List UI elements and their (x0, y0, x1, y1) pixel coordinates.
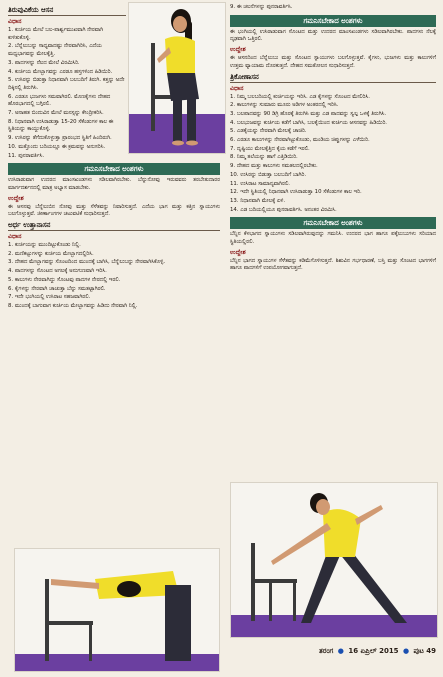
step-item: 1. ಕುರ್ಚಿಯನ್ನು ಮುಂದಿಟ್ಟುಕೊಂಡು ನಿಲ್ಲಿ. (8, 242, 81, 249)
step-item: 3. ಪಾದಗಳನ್ನು ನೆಲದ ಮೇಲೆ ವಿರಮಿಸಿರಿ. (8, 59, 80, 66)
caution-heading: ಗಮನಿಸಬೇಕಾದ ಅಂಶಗಳು (230, 15, 436, 27)
section-title: ಅರ್ಧ ಉತ್ತಾನಾಸನ (8, 221, 220, 231)
step-item: 13. ನಿಧಾನವಾಗಿ ಮೇಲಕ್ಕೆ ಏಳಿ. (230, 197, 286, 204)
step-item: 10. ಉಸಿರನ್ನು ಬಿಡುತ್ತಾ ಬಲಬದಿಗೆ ಬಾಗಿರಿ. (230, 171, 307, 178)
page-footer (230, 640, 436, 662)
half-forward-bend-photo (14, 548, 220, 672)
method-steps (230, 94, 436, 215)
step-item: 5. ಉಸಿರನ್ನು ಬಿಡುತ್ತಾ ನಿಧಾನವಾಗಿ ಬಲಬದಿಗೆ ತಿರುಗಿ. ಕತ್ತನ್ನು ಅದೇ ದಿಕ್ಕಿನಲ್ಲಿ ತಿರುಗಿಸಿ. (8, 77, 125, 91)
method-steps (8, 242, 220, 311)
section-title: ತ್ರಿಕೋಣಾಸನ (230, 73, 436, 83)
step-item: 8. ನಿಮ್ಮ ತಲೆಯನ್ನು ಹಾಗೆ ಎತ್ತಿಡಿಯಿರಿ. (230, 154, 298, 161)
step-item: 11. ಉಸಿರಾಟ ಸಾಮಾನ್ಯವಾಗಿರಲಿ. (230, 180, 290, 187)
purpose-heading: ಉದ್ದೇಶ (230, 248, 246, 256)
triangle-pose-figure (231, 483, 437, 637)
step-item: 3. ಬಲಪಾದವನ್ನು 90 ಡಿಗ್ರಿ ಹೊರಕ್ಕೆ ತಿರುಗಿಸಿ ಮತ್ತು ಎಡ ಪಾದವನ್ನು ಸ್ವಲ್ಪ ಒಳಕ್ಕೆ ತಿರುಗಿಸಿ. (230, 110, 387, 117)
step-item: 4. ಪಾದಗಳನ್ನು ಸೊಂಟದ ಅಗಲಕ್ಕೆ ಅನುಗುಣವಾಗಿ ಇರಿಸಿ. (8, 268, 107, 275)
method-heading: ವಿಧಾನ (8, 233, 22, 241)
caution-text: ಬೆನ್ನಿನ ಕೆಳಭಾಗದ ಸ್ನಾಯುಗಳು ಸಡಿಲವಾಗಿರುವುದನ್ನು ಗಮನಿಸಿ. ಉದರದ ಭಾಗ ಹಾಗೂ ಪಕ್ಕೆಲುಬುಗಳು ಸರಿಯಾದ ಸ್ಥಿತಿಯಲ್ಲಿರಲಿ. (230, 231, 436, 246)
step-item: 5. ಎಡಕೈಯನ್ನು ನೇರವಾಗಿ ಮೇಲಕ್ಕೆ ಚಾಚಿರಿ. (230, 128, 307, 135)
step-item: 14. ಎಡ ಬದಿಯಲ್ಲಿಯೂ ಪುನರಾವರ್ತಿಸಿ. ಅನಂತರ ವಿರಮಿಸಿ. (230, 206, 337, 213)
purpose-text: ಈ ಆಸನವು ಬೆನ್ನೆಲುಬಿನ ನೋವು ಮತ್ತು ಸೆಳೆತವನ್ನು ನಿವಾರಿಸುತ್ತದೆ. ಎದೆಯ ಭಾಗ ಮತ್ತು ಕತ್ತಿನ ಸ್ನಾಯುಗಳು ಬಲಗೊಳ್ಳುತ್ತವೆ. ಜೀರ್ಣಾಂಗಗಳ ಚಟುವಟಿಕೆ ಸುಧಾರಿಸುತ್ತದೆ. (8, 203, 220, 218)
step-item: 9. ಈ ಚಲನೆಗಳನ್ನು ಪುನರಾವರ್ತಿಸಿ. (230, 4, 293, 10)
caution-text: ಉಸಿರಾಡುವಾಗ ಉದರದ ಮಾಂಸಖಂಡಗಳು ಸಡಿಲವಾಗಿರಬೇಕು. ಬೆನ್ನುನೋವು ಇರುವವರು ತರಬೇತುದಾರರ ಮಾರ್ಗದರ್ಶನದಲ್ಲಿ ಮಾತ್ರ ಅಭ್ಯಾಸ ಮಾಡಬೇಕು. (8, 177, 220, 191)
step-item: 6. ಕೈಗಳನ್ನು ನೇರವಾಗಿ ಚಾಚುತ್ತಾ ಬೆನ್ನು ಸಮತಟ್ಟಾಗಿರಲಿ. (8, 285, 106, 292)
step-item: 9. ದೇಹದ ಮತ್ತು ಕಾಲುಗಳು ಸಮತಲದಲ್ಲಿರಬೇಕು. (230, 163, 318, 170)
step-item: 7. ಅನಾಹತ ಬಿಂದುವಿನ ಮೇಲೆ ಮನಸ್ಸನ್ನು ಕೇಂದ್ರೀಕರಿಸಿ. (8, 110, 104, 117)
step-item: 9. ಉಸಿರನ್ನು ತೆಗೆದುಕೊಳ್ಳುತ್ತಾ ಪ್ರಾರಂಭದ ಸ್ಥಿತಿಗೆ ಹಿಂದಿರುಗಿ. (8, 135, 112, 142)
step-item: 8. ಮುಂದಕ್ಕೆ ಬಾಗುವಾಗ ಕುರ್ಚಿಯ ಮೇಲ್ಭಾಗವನ್ನು ಹಿಡಿದು ನೇರವಾಗಿ ನಿಲ್ಲಿ. (8, 302, 138, 309)
step-item: 4. ಕುರ್ಚಿಯ ಮೇಲ್ಭಾಗವನ್ನು ಎರಡೂ ಹಸ್ತಗಳಿಂದ ಹಿಡಿಯಿರಿ. (8, 68, 113, 75)
separator-bullet: ● (337, 647, 344, 655)
purpose-heading: ಉದ್ದೇಶ (8, 194, 24, 202)
step-item: 2. ಮಣಿಕಟ್ಟುಗಳನ್ನು ಕುರ್ಚಿಯ ಮೇಲ್ಭಾಗದಲ್ಲಿರಿಸಿ. (8, 250, 94, 257)
step-item: 5. ಕಾಲುಗಳು ನೇರವಾಗಿದ್ದು ಸೊಂಟವು ಪಾದಗಳ ನೇರದಲ್ಲಿ ಇರಲಿ. (8, 276, 121, 283)
seated-twist-figure (129, 3, 225, 153)
step-item: 7. ದೃಷ್ಟಿಯು ಮೇಲಕ್ಕೆತ್ತಿದ ಕೈಯ ಕಡೆಗೆ ಇರಲಿ. (230, 145, 310, 152)
issue-date: 16 ಏಪ್ರಿಲ್ 2015 (348, 647, 399, 655)
caution-heading: ಗಮನಿಸಬೇಕಾದ ಅಂಶಗಳು (8, 163, 220, 175)
method-heading: ವಿಧಾನ (230, 84, 244, 92)
purpose-text: ಬೆನ್ನಿನ ಭಾಗದ ಸ್ನಾಯುಗಳ ಸೆಳೆತವನ್ನು ಕಡಿಮೆಗೊಳಿಸುತ್ತದೆ. ಶಿಶುವಿನ ಗರ್ಭಧಾರಣೆ, ಬಸ್ತಿ ಮತ್ತು ಸೊಂಟದ ಭಾಗಗಳಿಗೆ ಹಾಗೂ ಪಾದಗಳಿಗೆ ಉಪಯೋಗವಾಗುತ್ತದೆ. (230, 257, 436, 272)
method-heading: ವಿಧಾನ (8, 18, 22, 25)
step-item: 12. ಇದೇ ಸ್ಥಿತಿಯಲ್ಲಿ ನಿಧಾನವಾಗಿ ಉಸಿರಾಡುತ್ತಾ 10 ಸೆಕೆಂಡುಗಳ ಕಾಲ ಇರಿ. (230, 189, 362, 196)
step-item: 1. ನಿಮ್ಮ ಬಲಬದಿಯಲ್ಲಿ ಕುರ್ಚಿಯನ್ನು ಇರಿಸಿ. ಎಡ ಕೈಗಳನ್ನು ಸೊಂಟದ ಮೇಲಿರಿಸಿ. (230, 93, 370, 100)
step-item: 6. ಎರಡೂ ಕಾಲುಗಳನ್ನು ನೇರವಾಗಿಟ್ಟುಕೊಂಡು, ಮಂಡಿಯ ಚಿಪ್ಪುಗಳನ್ನು ಎಳೆಯಿರಿ. (230, 137, 370, 144)
step-item: 8. ನಿಧಾನವಾಗಿ ಉಸಿರಾಡುತ್ತಾ 15-20 ಸೆಕೆಂಡುಗಳ ಕಾಲ ಈ ಸ್ಥಿತಿಯನ್ನು ಕಾಯ್ದುಕೊಳ್ಳಿ. (8, 118, 114, 133)
step-item: 3. ದೇಹದ ಮೇಲ್ಭಾಗವನ್ನು ಸೊಂಟದಿಂದ ಮುಂದಕ್ಕೆ ಬಾಗಿಸಿ, ಬೆನ್ನೆಲುಬನ್ನು ನೇರವಾಗಿಸಿಕೊಳ್ಳಿ. (8, 259, 166, 266)
publication-name: ತರಂಗ (319, 647, 334, 655)
step-item: 2. ಬೆನ್ನೆಲುಬನ್ನು ಸಾಧ್ಯವಾದಷ್ಟು ನೇರವಾಗಿರಿಸಿ, ಎದೆಯ ಮಧ್ಯಭಾಗವನ್ನು ಮೇಲಕ್ಕೆತ್ತಿ. (8, 43, 102, 58)
step-item: 4. ಬಲಭುಜವನ್ನು ಕುರ್ಚಿಯ ಕಡೆಗೆ ಬಾಗಿಸಿ, ಬಲಕೈಯಿಂದ ಕುರ್ಚಿಯ ಆಸನವನ್ನು ಹಿಡಿಯಿರಿ. (230, 119, 388, 126)
step-item: 2. ಕಾಲುಗಳನ್ನು ಸುಮಾರು ಮೂರು ಅಡಿಗಳ ಅಂತರದಲ್ಲಿ ಇರಿಸಿ. (230, 102, 339, 109)
purpose-text: ಈ ಆಸನದಿಂದ ಬೆನ್ನೆಲುಬು ಮತ್ತು ಸೊಂಟದ ಸ್ನಾಯುಗಳು ಬಲಗೊಳ್ಳುತ್ತವೆ. ಕೈಗಳು, ಭುಜಗಳು ಮತ್ತು ಕಾಲುಗಳಿಗೆ ಉತ್ತಮ ವ್ಯಾಯಾಮ ದೊರಕುತ್ತದೆ. ದೇಹದ ಸಮತೋಲನ ಸುಧಾರಿಸುತ್ತದೆ. (230, 55, 436, 69)
triangle-pose-photo (230, 482, 438, 638)
half-forward-bend-figure (15, 549, 219, 671)
step-item: 10. ಮತ್ತೊಂದು ಬದಿಯಲ್ಲೂ ಈ ಕ್ರಮವನ್ನು ಅನುಸರಿಸಿ. (8, 143, 106, 150)
separator-bullet: ● (403, 647, 410, 655)
seated-twist-photo (128, 2, 226, 154)
step-item: 1. ಕುರ್ಚಿಯ ಮೇಲೆ ಬಲ-ಪಾರ್ಶ್ವಮುಖವಾಗಿ ನೇರವಾಗಿ ಕುಳಿತುಕೊಳ್ಳಿ. (8, 27, 104, 41)
caution-heading: ಗಮನಿಸಬೇಕಾದ ಅಂಶಗಳು (230, 217, 436, 229)
caution-text: ಈ ಭಂಗಿಯಲ್ಲಿ ಉಸಿರಾಡುವಾಗ ಸೊಂಟದ ಮತ್ತು ಉದರದ ಮಾಂಸಖಂಡಗಳು ಸಡಿಲವಾಗಿರಬೇಕು. ಪಾದಗಳು ನೆಲಕ್ಕೆ ದೃಢವಾಗಿ ಒತ್ತಿರಲಿ. (230, 28, 436, 43)
right-column (230, 4, 436, 275)
section-title: ತಿರುವುವಿಕೆಯ ಆಸನ (8, 6, 126, 16)
page-number: ಪುಟ 49 (413, 647, 436, 655)
step-item: 7. ಇದೇ ಭಂಗಿಯಲ್ಲಿ ಉಸಿರಾಟ ಸಹಜವಾಗಿರಲಿ. (8, 294, 91, 301)
purpose-heading: ಉದ್ದೇಶ (230, 46, 246, 54)
step-item: 6. ಎರಡೂ ಭುಜಗಳು ಸಮವಾಗಿರಲಿ. ಮೊಣಕೈಗಳು ದೇಹದ ಹೊರಭಾಗದಲ್ಲಿ ಬಗ್ಗಿರಲಿ. (8, 93, 111, 108)
step-item: 11. ಪುನರಾವರ್ತಿಸಿ. (8, 152, 45, 159)
